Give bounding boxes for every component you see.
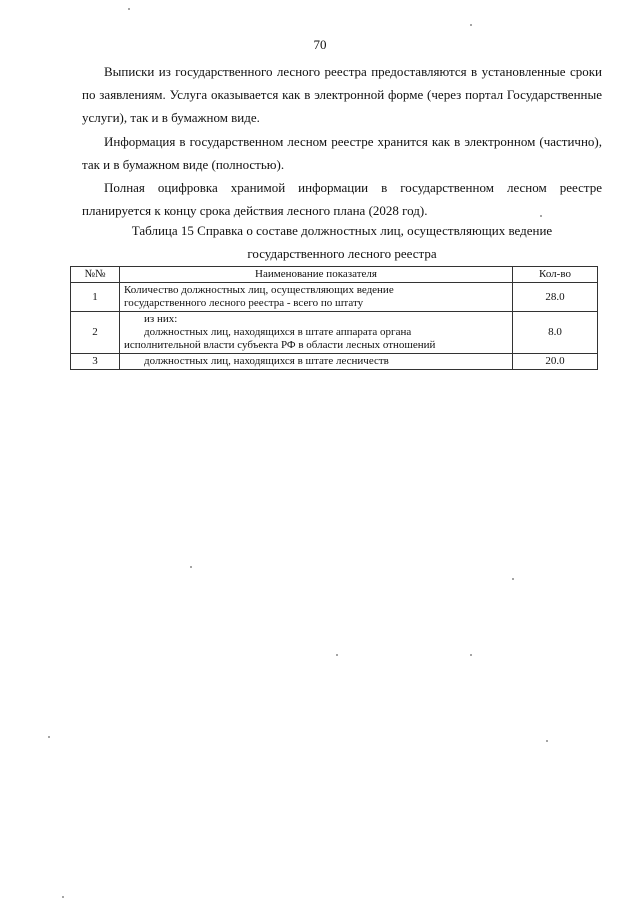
row-indicator <box>120 312 513 354</box>
table-row <box>71 312 598 354</box>
scan-speck <box>470 654 472 656</box>
scan-speck <box>336 654 338 656</box>
header-quantity: Кол-во <box>513 267 598 283</box>
indicator-line: должностных лиц, находящихся в штате аппарата органа <box>144 326 412 338</box>
indicator-line: государственного лесного реестра - всего по штату <box>124 297 364 309</box>
row-number: 3 <box>71 354 120 370</box>
row-quantity: 8.0 <box>513 312 598 354</box>
row-quantity: 28.0 <box>513 283 598 312</box>
indicator-line: из них: <box>144 313 178 325</box>
scan-speck <box>470 24 472 26</box>
indicator-line: должностных лиц, находящихся в штате лесничеств <box>144 355 389 367</box>
table-row <box>71 354 598 370</box>
scan-speck <box>512 578 514 580</box>
scan-speck <box>540 215 542 217</box>
page-number: 70 <box>313 37 327 52</box>
header-number: №№ <box>71 267 120 283</box>
scan-speck <box>48 736 50 738</box>
row-indicator <box>120 354 513 370</box>
row-indicator <box>120 283 513 312</box>
paragraph-extracts: Выписки из государственного лесного реестра предоставляются в установленные сроки по заявлениям. Услуга оказывается как в электронной форме (через портал Государственные услуги), так и в бумажном виде. <box>82 64 602 125</box>
officials-table <box>70 266 598 370</box>
table-row <box>71 283 598 312</box>
row-quantity: 20.0 <box>513 354 598 370</box>
paragraph-digitization: Полная оцифровка хранимой информации в государственном лесном реестре планируется к концу срока действия лесного плана (2028 год). <box>82 180 602 218</box>
scan-speck <box>128 8 130 10</box>
scan-speck <box>190 566 192 568</box>
header-indicator: Наименование показателя <box>120 267 513 283</box>
indicator-line: Количество должностных лиц, осуществляющих ведение <box>124 284 394 296</box>
table-header-row <box>71 267 598 283</box>
table-caption-line1: Таблица 15 Справка о составе должностных лиц, осуществляющих ведение <box>131 223 553 238</box>
paragraph-storage: Информация в государственном лесном реестре хранится как в электронном (частично), так и в бумажном виде (полностью). <box>82 134 602 172</box>
scan-speck <box>546 740 548 742</box>
indicator-line: исполнительной власти субъекта РФ в области лесных отношений <box>124 339 436 351</box>
row-number: 2 <box>71 312 120 354</box>
scan-speck <box>62 896 64 898</box>
row-number: 1 <box>71 283 120 312</box>
table-caption-line2: государственного лесного реестра <box>247 246 437 261</box>
